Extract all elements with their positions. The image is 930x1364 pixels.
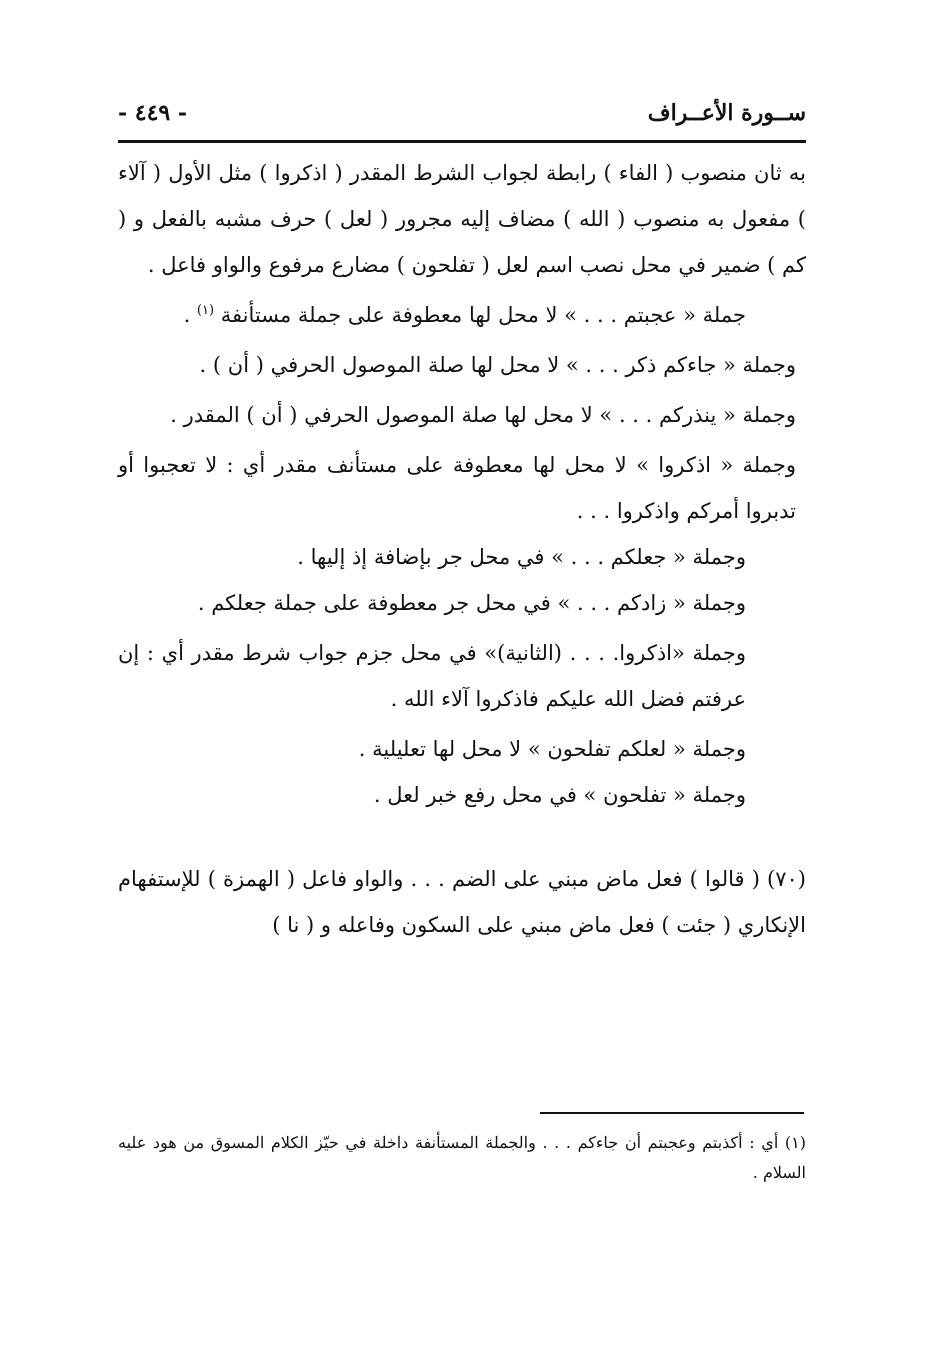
footnote-text: (١) أي : أكذبتم وعجبتم أن جاءكم . . . والجملة المستأنفة داخلة في حيّز الكلام المسوق من هود عليه السلام . xyxy=(118,1133,806,1182)
paragraph-7: وجملة « زادكم . . . » في محل جر معطوفة على جملة جعلكم . xyxy=(197,591,746,615)
paragraph-3: وجملة « جاءكم ذكر . . . » لا محل لها صلة الموصول الحرفي ( أن ) . xyxy=(199,353,796,377)
paragraph-2-text: جملة « عجبتم . . . » لا محل لها معطوفة على جملة مستأنفة xyxy=(220,303,746,327)
paragraph-2-end: . xyxy=(183,303,197,327)
paragraph-1: به ثان منصوب ( الفاء ) رابطة لجواب الشرط المقدر ( اذكروا ) مثل الأول ( آلاء ) مفعول به منصوب ( الله ) مضاف إليه مجرور ( لعل ) حرف مشبه بالفعل و ( كم ) ضمير في محل نصب اسم لعل ( تفلحون ) مضارع مرفوع والواو فاعل . xyxy=(118,161,806,277)
footnote-marker: (١) xyxy=(196,303,215,318)
page-header xyxy=(118,96,806,136)
paragraph-11: (٧٠) ( قالوا ) فعل ماض مبني على الضم . . . والواو فاعل ( الهمزة ) للإستفهام الإنكاري ( جئت ) فعل ماض مبني على السكون وفاعله و ( نا ) xyxy=(118,867,806,937)
footnote-rule xyxy=(540,1112,804,1114)
paragraph-8: وجملة «اذكروا. . . . (الثانية)» في محل جزم جواب شرط مقدر أي : إن عرفتم فضل الله عليكم فاذكروا آلاء الله . xyxy=(118,641,746,711)
footnote xyxy=(118,1128,806,1188)
paragraph-10: وجملة « تفلحون » في محل رفع خبر لعل . xyxy=(373,783,746,807)
paragraph-5: وجملة « اذكروا » لا محل لها معطوفة على مستأنف مقدر أي : لا تعجبوا أو تدبروا أمركم واذكروا . . . xyxy=(118,453,796,523)
paragraph-4: وجملة « ينذركم . . . » لا محل لها صلة الموصول الحرفي ( أن ) المقدر . xyxy=(170,403,796,427)
header-rule xyxy=(118,140,806,143)
surah-title: ســورة الأعــراف xyxy=(647,100,806,126)
paragraph-6: وجملة « جعلكم . . . » في محل جر بإضافة إذ إليها . xyxy=(297,545,746,569)
section-spacer xyxy=(118,818,806,844)
page-body xyxy=(118,150,806,948)
paragraph-2 xyxy=(118,292,806,338)
page-number: - ٤٤٩ - xyxy=(118,100,188,126)
paragraph-9: وجملة « لعلكم تفلحون » لا محل لها تعليلية . xyxy=(358,737,746,761)
